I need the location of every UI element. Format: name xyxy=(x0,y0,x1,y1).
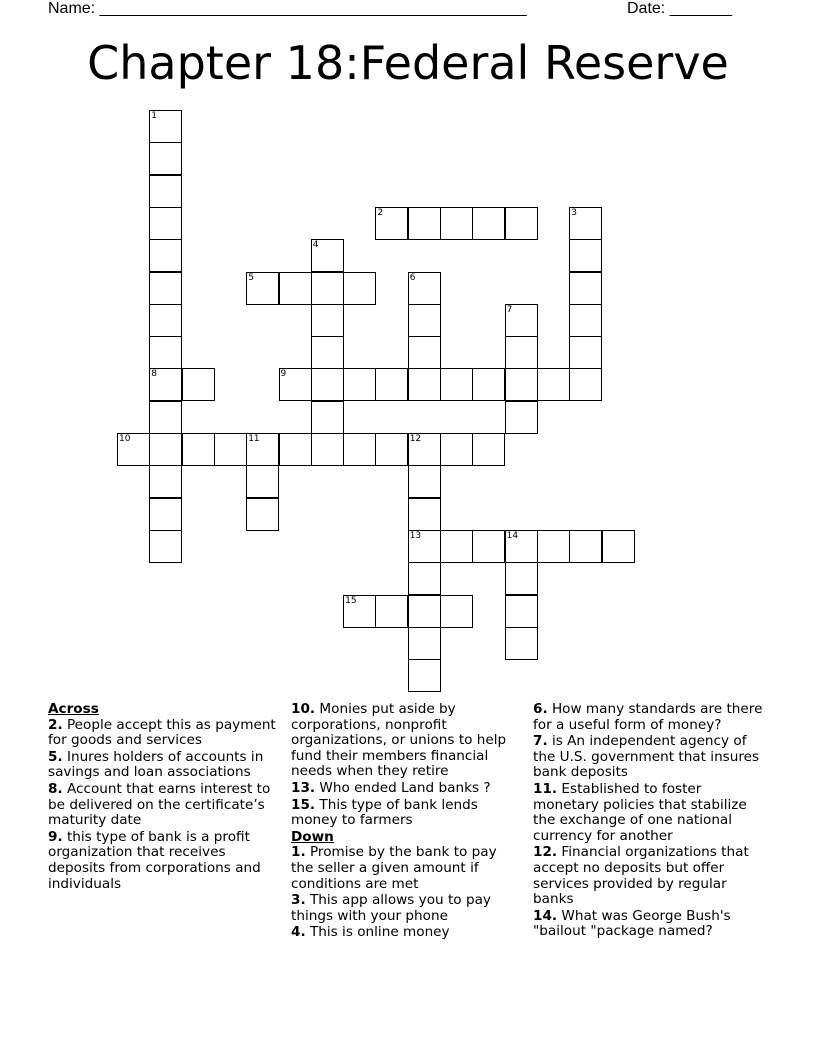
clue-number: 6. xyxy=(533,702,548,717)
across-clue xyxy=(291,781,521,797)
grid-cell[interactable] xyxy=(149,175,182,208)
clue-text: How many standards are there for a useful form of money? xyxy=(533,702,763,733)
clue-number-label: 6 xyxy=(409,272,416,283)
clue-number: 8. xyxy=(48,780,63,797)
clue-text: Who ended Land banks ? xyxy=(315,779,491,796)
clue-number-label: 15 xyxy=(345,595,357,606)
grid-cell[interactable] xyxy=(569,272,602,305)
clue-text: Inures holders of accounts in savings and loan associations xyxy=(48,748,264,781)
grid-cell[interactable] xyxy=(440,207,473,240)
grid-cell[interactable] xyxy=(182,368,215,401)
grid-cell[interactable] xyxy=(311,401,344,434)
grid-cell[interactable] xyxy=(505,627,538,660)
grid-cell[interactable] xyxy=(408,498,441,531)
grid-cell[interactable] xyxy=(343,368,376,401)
down-clue xyxy=(533,782,765,844)
grid-cell[interactable] xyxy=(149,336,182,369)
clue-text: this type of bank is a profit organization that receives deposits from corporations and individuals xyxy=(48,828,261,892)
page-title: Chapter 18:Federal Reserve xyxy=(87,36,729,90)
grid-cell[interactable] xyxy=(149,498,182,531)
grid-cell[interactable] xyxy=(408,595,441,628)
clue-number: 4. xyxy=(291,924,306,941)
down-heading: Down xyxy=(291,828,334,845)
clue-text: is An independent agency of the U.S. government that insures bank deposits xyxy=(533,733,760,781)
across-clue xyxy=(291,702,521,780)
clue-number: 14. xyxy=(533,907,558,924)
grid-cell[interactable] xyxy=(505,595,538,628)
clue-number-label: 11 xyxy=(248,434,260,444)
clue-text: What was George Bush's "bailout "package named? xyxy=(533,907,731,940)
name-field-label: Name: ________________________________________________ xyxy=(48,0,527,17)
clue-text: Monies put aside by corporations, nonprofit organizations, or unions to help fund their members financial needs when they retire xyxy=(291,701,507,780)
clue-number-label: 14 xyxy=(506,530,519,541)
grid-cell[interactable] xyxy=(408,659,441,692)
grid-cell[interactable] xyxy=(149,530,182,563)
grid-cell[interactable] xyxy=(149,401,182,434)
clue-text: Promise by the bank to pay the seller a given amount if conditions are met xyxy=(291,844,497,892)
grid-cell[interactable] xyxy=(375,368,408,401)
clue-number-label: 10 xyxy=(119,434,131,444)
grid-cell[interactable] xyxy=(149,207,182,240)
clue-number-label: 4 xyxy=(312,240,319,251)
date-field-label: Date: _______ xyxy=(627,0,732,17)
grid-cell[interactable] xyxy=(246,465,279,498)
grid-cell[interactable] xyxy=(472,207,505,240)
clue-number-label: 8 xyxy=(151,369,158,380)
grid-cell[interactable] xyxy=(408,207,441,240)
grid-cell[interactable] xyxy=(311,368,344,401)
grid-cell[interactable] xyxy=(505,562,538,595)
clue-number: 1. xyxy=(291,844,306,861)
clue-text: This is online money xyxy=(305,924,450,941)
grid-cell[interactable] xyxy=(408,562,441,595)
clue-number-label: 1 xyxy=(151,111,158,121)
grid-cell[interactable] xyxy=(149,304,182,337)
clue-number: 7. xyxy=(533,733,548,750)
grid-cell[interactable] xyxy=(569,368,602,401)
clue-number: 2. xyxy=(48,716,63,733)
clues-column-2 xyxy=(291,702,521,942)
clue-number: 9. xyxy=(48,828,63,845)
grid-cell[interactable] xyxy=(408,368,441,401)
grid-cell[interactable] xyxy=(375,433,408,466)
clue-text: This app allows you to pay things with your phone xyxy=(291,892,491,924)
clue-number: 3. xyxy=(291,892,306,909)
clue-number-label: 12 xyxy=(409,434,422,444)
grid-cell[interactable] xyxy=(311,272,344,305)
across-clue xyxy=(291,798,521,829)
grid-cell[interactable] xyxy=(537,368,570,401)
clue-number-label: 13 xyxy=(409,530,422,541)
grid-cell[interactable] xyxy=(440,595,473,628)
grid-cell[interactable] xyxy=(343,272,376,305)
clue-text: This type of bank lends money to farmers xyxy=(291,796,478,829)
clue-text: People accept this as payment for goods and services xyxy=(48,716,276,749)
across-heading: Across xyxy=(48,701,99,717)
grid-cell[interactable] xyxy=(408,336,441,369)
grid-cell[interactable] xyxy=(149,272,182,305)
grid-cell[interactable] xyxy=(472,368,505,401)
clue-number-label: 5 xyxy=(248,272,254,283)
grid-cell[interactable] xyxy=(440,530,473,563)
clues-column-1 xyxy=(48,702,276,893)
grid-cell[interactable] xyxy=(311,304,344,337)
grid-cell[interactable] xyxy=(311,336,344,369)
clue-number-label: 9 xyxy=(280,369,287,380)
clue-text: Established to foster monetary policies that stabilize the exchange of one national currency for another xyxy=(533,780,747,844)
grid-cell[interactable] xyxy=(472,530,505,563)
clue-number: 11. xyxy=(533,780,558,797)
grid-cell[interactable] xyxy=(569,304,602,337)
grid-cell[interactable] xyxy=(279,272,312,305)
down-clue xyxy=(533,734,765,781)
grid-cell[interactable] xyxy=(343,433,376,466)
down-clue xyxy=(291,925,521,941)
grid-cell[interactable] xyxy=(408,465,441,498)
clue-number-label: 3 xyxy=(571,207,577,218)
grid-cell[interactable] xyxy=(279,433,312,466)
down-clue xyxy=(533,845,765,907)
grid-cell[interactable] xyxy=(408,304,441,337)
down-clue xyxy=(291,845,521,892)
grid-cell[interactable] xyxy=(440,368,473,401)
clue-number: 12. xyxy=(533,844,558,861)
grid-cell[interactable] xyxy=(408,627,441,660)
grid-cell[interactable] xyxy=(537,530,570,563)
down-clue xyxy=(533,909,765,940)
down-clue xyxy=(533,702,765,733)
grid-cell[interactable] xyxy=(505,336,538,369)
grid-cell[interactable] xyxy=(149,142,182,175)
grid-cell[interactable] xyxy=(375,595,408,628)
grid-cell[interactable] xyxy=(602,530,635,563)
clues-column-3 xyxy=(533,702,765,954)
grid-cell[interactable] xyxy=(246,498,279,531)
grid-cell[interactable] xyxy=(149,239,182,272)
clue-text: Financial organizations that accept no deposits but offer services provided by regular banks xyxy=(533,844,749,908)
clue-number-label: 2 xyxy=(377,207,384,218)
down-clue xyxy=(291,893,521,924)
grid-cell[interactable] xyxy=(505,368,538,401)
across-clue xyxy=(48,782,276,829)
across-clue xyxy=(48,718,276,749)
clue-number: 5. xyxy=(48,748,63,765)
grid-cell[interactable] xyxy=(472,433,505,466)
clue-text: Account that earns interest to be delivered on the certificate’s maturity date xyxy=(48,780,271,829)
grid-cell[interactable] xyxy=(569,239,602,272)
grid-cell[interactable] xyxy=(440,433,473,466)
across-clue xyxy=(48,750,276,781)
clue-number: 10. xyxy=(291,701,316,717)
across-clue xyxy=(48,830,276,892)
grid-cell[interactable] xyxy=(569,336,602,369)
grid-cell[interactable] xyxy=(505,401,538,434)
grid-cell[interactable] xyxy=(149,433,182,466)
clue-number: 13. xyxy=(291,779,316,796)
grid-cell[interactable] xyxy=(182,433,215,466)
clue-number-label: 7 xyxy=(506,304,513,315)
grid-cell[interactable] xyxy=(569,530,602,563)
grid-cell[interactable] xyxy=(311,433,344,466)
grid-cell[interactable] xyxy=(214,433,247,466)
grid-cell[interactable] xyxy=(149,465,182,498)
clue-number: 15. xyxy=(291,796,316,813)
grid-cell[interactable] xyxy=(505,207,538,240)
